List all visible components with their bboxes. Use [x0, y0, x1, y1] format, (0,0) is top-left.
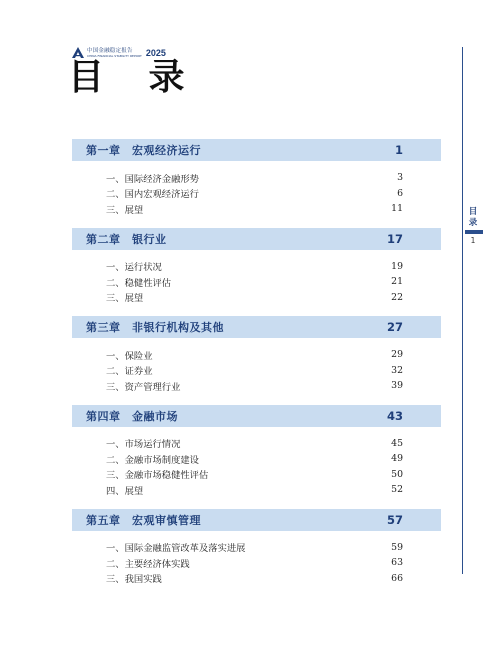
entry-page: 63 [391, 557, 403, 569]
side-page-number: 1 [470, 236, 476, 245]
entry-title: 一、市场运行情况 [106, 439, 181, 451]
entry-title: 三、展望 [106, 204, 144, 216]
chapter-title: 第四章 金融市场 [86, 409, 178, 423]
toc-entry[interactable] [72, 436, 441, 452]
entry-page: 3 [397, 172, 403, 184]
entry-title: 三、资产管理行业 [106, 381, 181, 393]
entry-page: 66 [391, 572, 403, 584]
entry-title: 三、金融市场稳健性评估 [106, 470, 209, 482]
entry-page: 11 [391, 203, 403, 215]
toc-entry[interactable] [72, 571, 441, 587]
side-label-1: 目 [468, 207, 478, 217]
chapter-page: 17 [386, 231, 403, 246]
entry-title: 三、我国实践 [106, 574, 162, 586]
entry-page: 52 [391, 484, 403, 496]
entry-page: 39 [391, 380, 403, 392]
logo-year: 2025 [145, 48, 166, 58]
chapter-title: 第三章 非银行机构及其他 [86, 321, 224, 334]
toc-entry[interactable] [72, 378, 441, 394]
toc-entry[interactable] [72, 363, 441, 379]
chapter-page: 43 [386, 408, 403, 423]
side-label-2: 录 [468, 218, 478, 228]
table-of-contents [72, 139, 441, 586]
toc-entry[interactable] [72, 540, 441, 556]
toc-entry[interactable] [72, 347, 441, 363]
toc-entry[interactable] [72, 274, 441, 290]
chapter-title: 第二章 银行业 [86, 232, 167, 246]
side-marker [465, 230, 483, 234]
toc-entry[interactable] [72, 467, 441, 483]
entry-title: 一、运行状况 [106, 262, 162, 274]
toc-entry[interactable] [72, 482, 441, 498]
entry-title: 四、展望 [106, 485, 144, 497]
entry-page: 6 [397, 187, 403, 199]
page-title: 目 录 [68, 57, 201, 98]
toc-entry[interactable] [72, 555, 441, 571]
entry-page: 21 [391, 276, 403, 288]
toc-entry[interactable] [72, 186, 441, 202]
entry-page: 22 [391, 291, 403, 303]
toc-entry[interactable] [72, 290, 441, 306]
entry-page: 19 [391, 260, 403, 272]
logo-text-en: CHINA FINANCIAL STABILITY REPORT [87, 54, 142, 58]
logo-text-cn: 中国金融稳定报告 [87, 47, 133, 54]
entry-page: 45 [391, 437, 403, 449]
chapter-page: 1 [394, 143, 403, 157]
toc-chapter-4[interactable] [72, 405, 441, 427]
entry-title: 二、稳健性评估 [106, 277, 172, 289]
toc-chapter-3[interactable] [72, 316, 441, 338]
entry-page: 49 [391, 453, 403, 465]
entry-page: 50 [391, 468, 403, 480]
toc-entry[interactable] [72, 170, 441, 186]
entry-title: 二、证券业 [106, 366, 153, 378]
entry-title: 一、保险业 [106, 350, 153, 362]
entry-title: 二、金融市场制度建设 [106, 454, 199, 466]
chapter-title: 第一章 宏观经济运行 [86, 144, 201, 157]
side-tab [465, 207, 481, 245]
entry-title: 一、国际经济金融形势 [106, 173, 199, 185]
entry-page: 29 [391, 349, 403, 361]
entry-title: 一、国际金融监管改革及落实进展 [106, 543, 246, 555]
chapter-title: 第五章 宏观审慎管理 [86, 513, 201, 527]
entry-title: 三、展望 [106, 293, 144, 305]
entry-title: 二、国内宏观经济运行 [106, 189, 199, 201]
chapter-page: 27 [386, 320, 403, 334]
entry-page: 59 [391, 541, 403, 553]
entry-title: 二、主要经济体实践 [106, 558, 190, 570]
toc-chapter-2[interactable] [72, 228, 441, 250]
toc-entry[interactable] [72, 201, 441, 217]
chapter-page: 57 [386, 512, 403, 527]
entry-page: 32 [391, 364, 403, 376]
toc-chapter-5[interactable] [72, 509, 441, 531]
toc-entry[interactable] [72, 259, 441, 275]
toc-entry[interactable] [72, 451, 441, 467]
toc-chapter-1[interactable] [72, 139, 441, 161]
margin-rule [462, 47, 463, 574]
